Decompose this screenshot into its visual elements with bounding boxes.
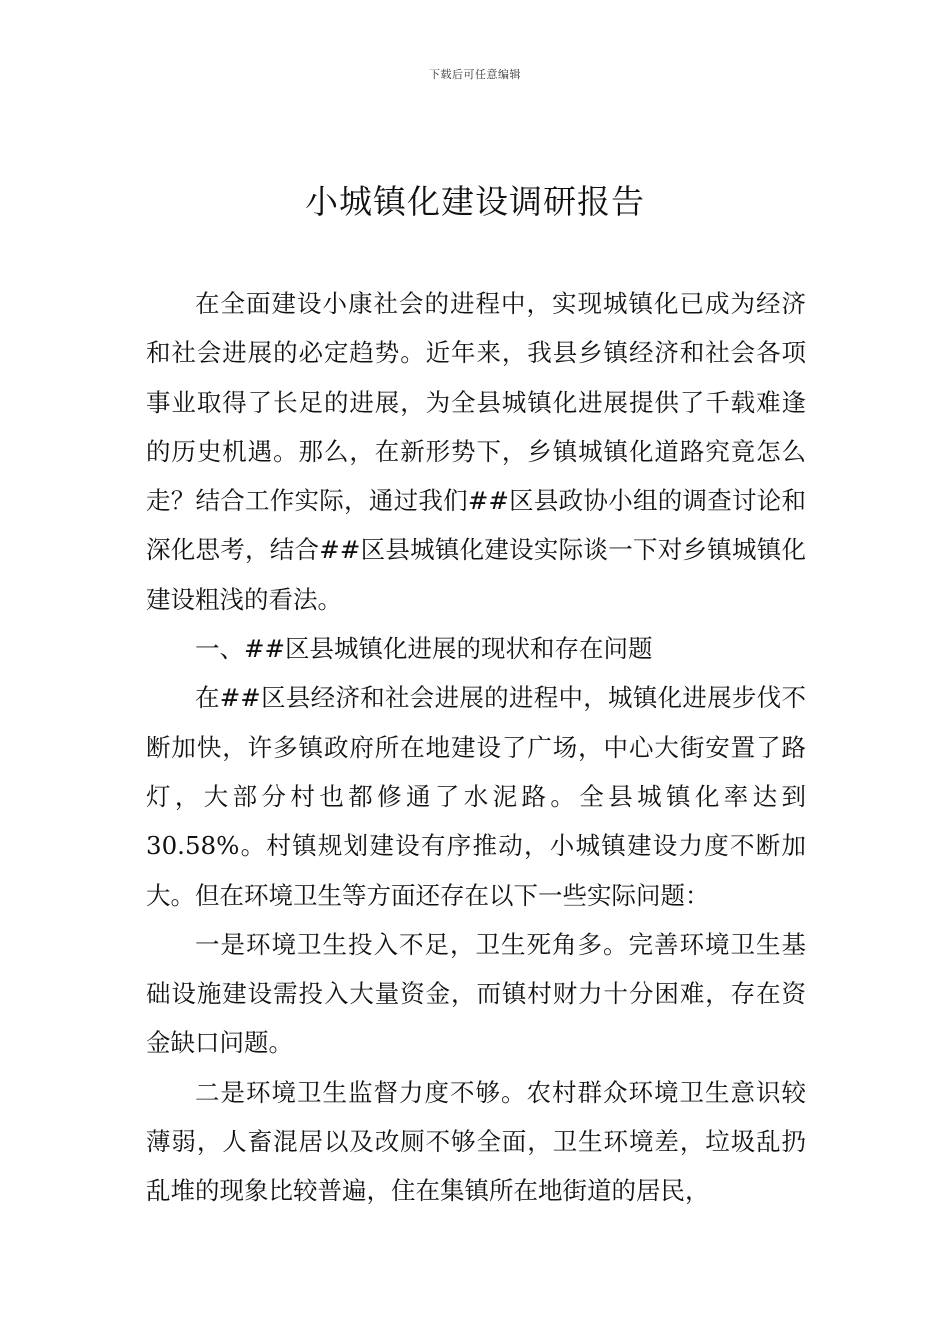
document-title: 小城镇化建设调研报告 bbox=[305, 182, 645, 221]
document-body bbox=[146, 279, 806, 1216]
header-note: 下载后可任意编辑 bbox=[429, 68, 521, 81]
paragraph-intro: 在全面建设小康社会的进程中，实现城镇化已成为经济和社会进展的必定趋势。近年来，我县乡镇经济和社会各项事业取得了长足的进展，为全县城镇化进展提供了千载难逢的历史机遇。那么，在新形势下，乡镇城镇化道路究竟怎么走？结合工作实际，通过我们##区县政协小组的调查讨论和深化思考，结合##区县城镇化建设实际谈一下对乡镇城镇化建设粗浅的看法。 bbox=[146, 289, 806, 614]
paragraph-status: 在##区县经济和社会进展的进程中，城镇化进展步伐不断加快，许多镇政府所在地建设了广场，中心大街安置了路灯，大部分村也都修通了水泥路。全县城镇化率达到30.58%。村镇规划建设有序推动，小城镇建设力度不断加大。但在环境卫生等方面还存在以下一些实际问题： bbox=[146, 683, 806, 910]
paragraph-issue-one: 一是环境卫生投入不足，卫生死角多。完善环境卫生基础设施建设需投入大量资金，而镇村财力十分困难，存在资金缺口问题。 bbox=[146, 929, 806, 1058]
paragraph-issue-two: 二是环境卫生监督力度不够。农村群众环境卫生意识较薄弱，人畜混居以及改厕不够全面，卫生环境差，垃圾乱扔乱堆的现象比较普遍，住在集镇所在地街道的居民， bbox=[146, 1077, 806, 1206]
section-heading: 一、##区县城镇化进展的现状和存在问题 bbox=[195, 634, 653, 664]
